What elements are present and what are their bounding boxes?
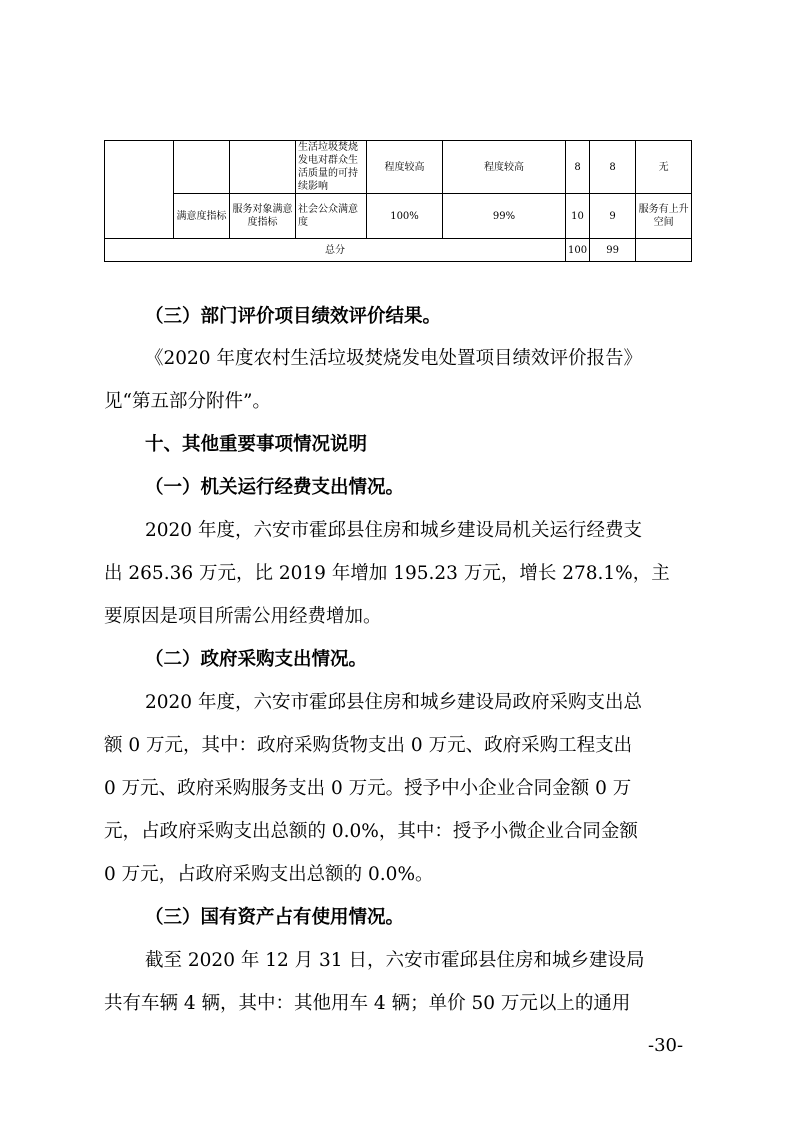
weight-cell: 10: [566, 194, 590, 239]
heading: （三）国有资产占有使用情况。: [145, 907, 405, 928]
paragraph-line: 额 0 万元，其中：政府采购货物支出 0 万元、政府采购工程支出: [104, 735, 633, 756]
total-row: [105, 239, 692, 262]
paragraph-line: 2020 年度，六安市霍邱县住房和城乡建设局机关运行经费支: [145, 520, 642, 541]
paragraph-line: 见“第五部分附件”。: [104, 391, 271, 412]
score-cell: 9: [590, 194, 636, 239]
score-cell: 8: [590, 141, 636, 194]
target-cell: 程度较高: [367, 141, 443, 194]
actual-cell: 99%: [443, 194, 566, 239]
level2-cell: 满意度指标: [174, 194, 230, 239]
indicator-cell: 社会公众满意度: [296, 194, 367, 239]
paragraph-line: 截至 2020 年 12 月 31 日，六安市霍邱县住房和城乡建设局: [145, 950, 645, 971]
paragraph-line: 共有车辆 4 辆，其中：其他用车 4 辆；单价 50 万元以上的通用: [104, 993, 631, 1014]
heading: （一）机关运行经费支出情况。: [145, 477, 405, 498]
performance-table: [104, 140, 692, 262]
weight-cell: 8: [566, 141, 590, 194]
total-label: 总分: [105, 239, 566, 262]
paragraph-line: 要原因是项目所需公用经费增加。: [104, 606, 382, 627]
heading: 十、其他重要事项情况说明: [145, 434, 368, 455]
indicator-cell: 生活垃圾焚烧发电对群众生活质量的可持续影响: [296, 141, 367, 194]
table-row: [105, 141, 692, 194]
paragraph-line: 元，占政府采购支出总额的 0.0%，其中：授予小微企业合同金额: [104, 821, 638, 842]
page-number: -30-: [648, 1035, 684, 1056]
target-cell: 100%: [367, 194, 443, 239]
paragraph-line: 0 万元、政府采购服务支出 0 万元。授予中小企业合同金额 0 万: [104, 778, 632, 799]
note-cell: 服务有上升空间: [636, 194, 692, 239]
paragraph-line: 《2020 年度农村生活垃圾焚烧发电处置项目绩效评价报告》: [145, 348, 642, 369]
actual-cell: 程度较高: [443, 141, 566, 194]
paragraph-line: 2020 年度，六安市霍邱县住房和城乡建设局政府采购支出总: [145, 692, 642, 713]
paragraph-line: 0 万元，占政府采购支出总额的 0.0%。: [104, 864, 434, 885]
note-cell: 无: [636, 141, 692, 194]
table-row: [105, 194, 692, 239]
paragraph-line: 出 265.36 万元，比 2019 年增加 195.23 万元，增长 278.1%，主: [104, 563, 670, 584]
heading: （二）政府采购支出情况。: [145, 649, 368, 670]
total-score: 99: [590, 239, 636, 262]
total-weight: 100: [566, 239, 590, 262]
level3-cell: 服务对象满意度指标: [230, 194, 296, 239]
heading: （三）部门评价项目绩效评价结果。: [145, 306, 442, 327]
